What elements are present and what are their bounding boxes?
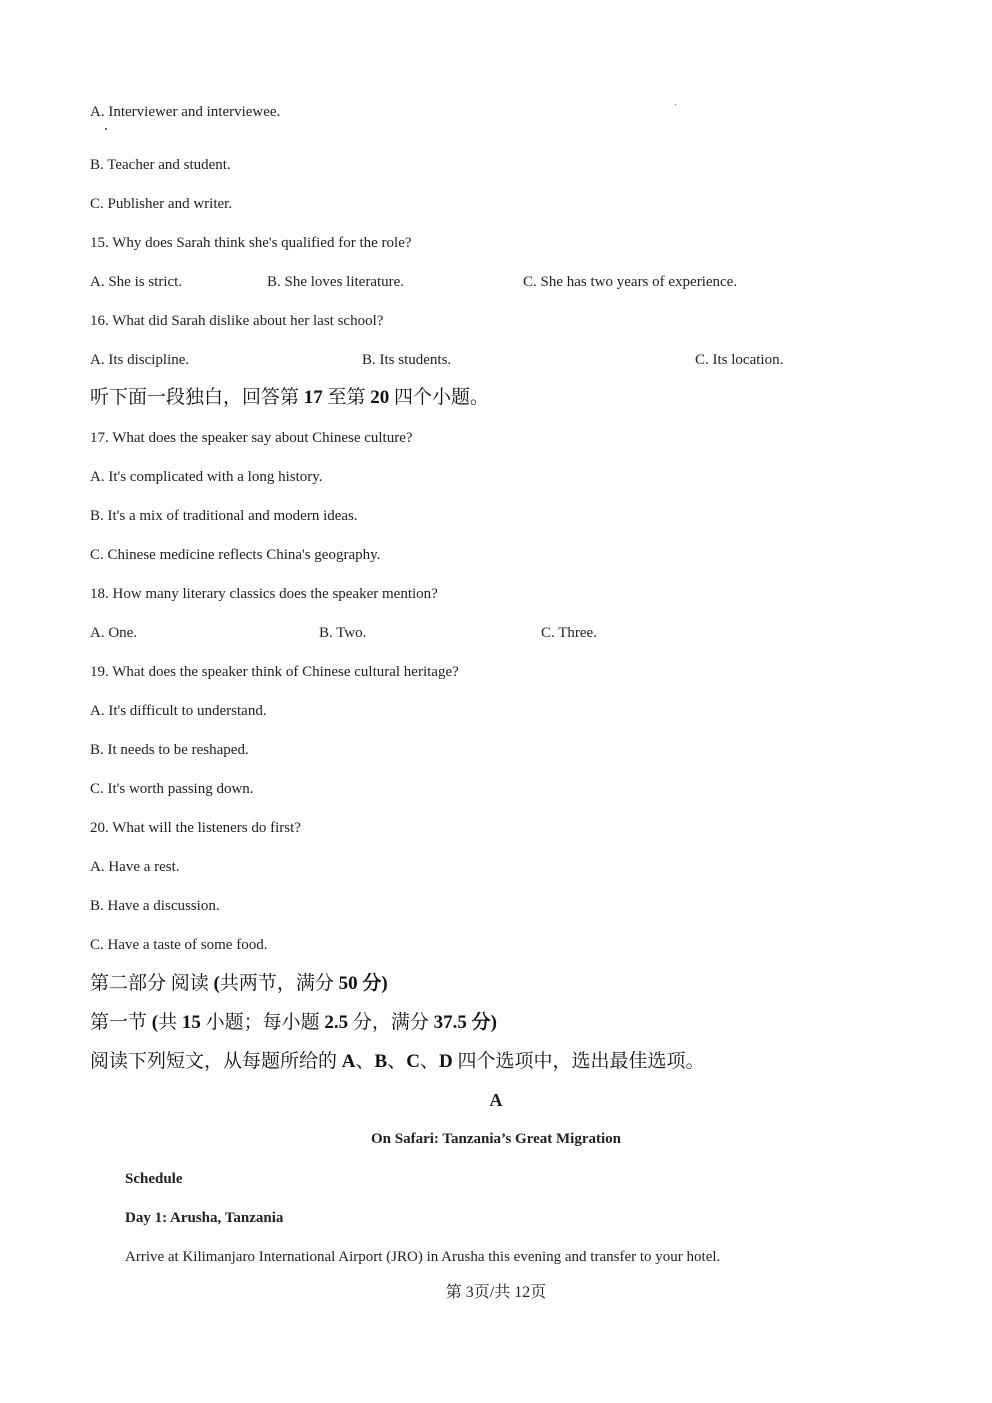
- passage-title: On Safari: Tanzania’s Great Migration: [370, 1131, 621, 1147]
- q15-question: 15. Why does Sarah think she's qualified for the role?: [90, 235, 412, 251]
- q16-option-c: C. Its location.: [695, 352, 784, 368]
- ink-dot: [675, 104, 676, 105]
- q15-option-c: C. She has two years of experience.: [523, 274, 738, 290]
- day1-heading: Day 1: Arusha, Tanzania: [125, 1210, 284, 1226]
- day1-text: Arrive at Kilimanjaro International Airport (JRO) in Arusha this evening and transfer to your hotel.: [125, 1249, 721, 1265]
- q17-option-a: A. It's complicated with a long history.: [90, 469, 323, 485]
- q16-question: 16. What did Sarah dislike about her last school?: [90, 313, 384, 329]
- q19-option-a: A. It's difficult to understand.: [90, 703, 267, 719]
- reading-instruction: 阅读下列短文，从每题所给的 A、B、C、D 四个选项中，选出最佳选项。: [90, 1051, 705, 1072]
- q18-option-b: B. Two.: [319, 625, 367, 641]
- section1-heading: 第一节 (共 15 小题；每小题 2.5 分，满分 37.5 分): [90, 1012, 497, 1033]
- q17-option-b: B. It's a mix of traditional and modern ideas.: [90, 508, 358, 524]
- q20-option-b: B. Have a discussion.: [90, 898, 220, 914]
- q20-question: 20. What will the listeners do first?: [90, 820, 301, 836]
- ink-dot: [105, 128, 107, 130]
- q17-question: 17. What does the speaker say about Chinese culture?: [90, 430, 413, 446]
- q19-option-c: C. It's worth passing down.: [90, 781, 254, 797]
- q14-option-a: A. Interviewer and interviewee.: [90, 104, 281, 120]
- part2-heading: 第二部分 阅读 (共两节，满分 50 分): [90, 973, 388, 994]
- page-number: 第 3页/共 12页: [445, 1284, 547, 1301]
- q16-option-b: B. Its students.: [362, 352, 452, 368]
- q19-option-b: B. It needs to be reshaped.: [90, 742, 249, 758]
- schedule-heading: Schedule: [125, 1171, 183, 1187]
- q20-option-a: A. Have a rest.: [90, 859, 180, 875]
- q18-option-c: C. Three.: [541, 625, 597, 641]
- q16-option-a: A. Its discipline.: [90, 352, 190, 368]
- q14-option-c: C. Publisher and writer.: [90, 196, 233, 212]
- q20-option-c: C. Have a taste of some food.: [90, 937, 268, 953]
- q15-option-a: A. She is strict.: [90, 274, 183, 290]
- q14-option-b: B. Teacher and student.: [90, 157, 231, 173]
- q18-option-a: A. One.: [90, 625, 138, 641]
- q18-question: 18. How many literary classics does the speaker mention?: [90, 586, 438, 602]
- q19-question: 19. What does the speaker think of Chinese cultural heritage?: [90, 664, 459, 680]
- q15-option-b: B. She loves literature.: [267, 274, 405, 290]
- q17-option-c: C. Chinese medicine reflects China's geography.: [90, 547, 381, 563]
- section-monologue-instruction: 听下面一段独白，回答第 17 至第 20 四个小题。: [90, 387, 490, 408]
- passage-letter: A: [489, 1090, 503, 1110]
